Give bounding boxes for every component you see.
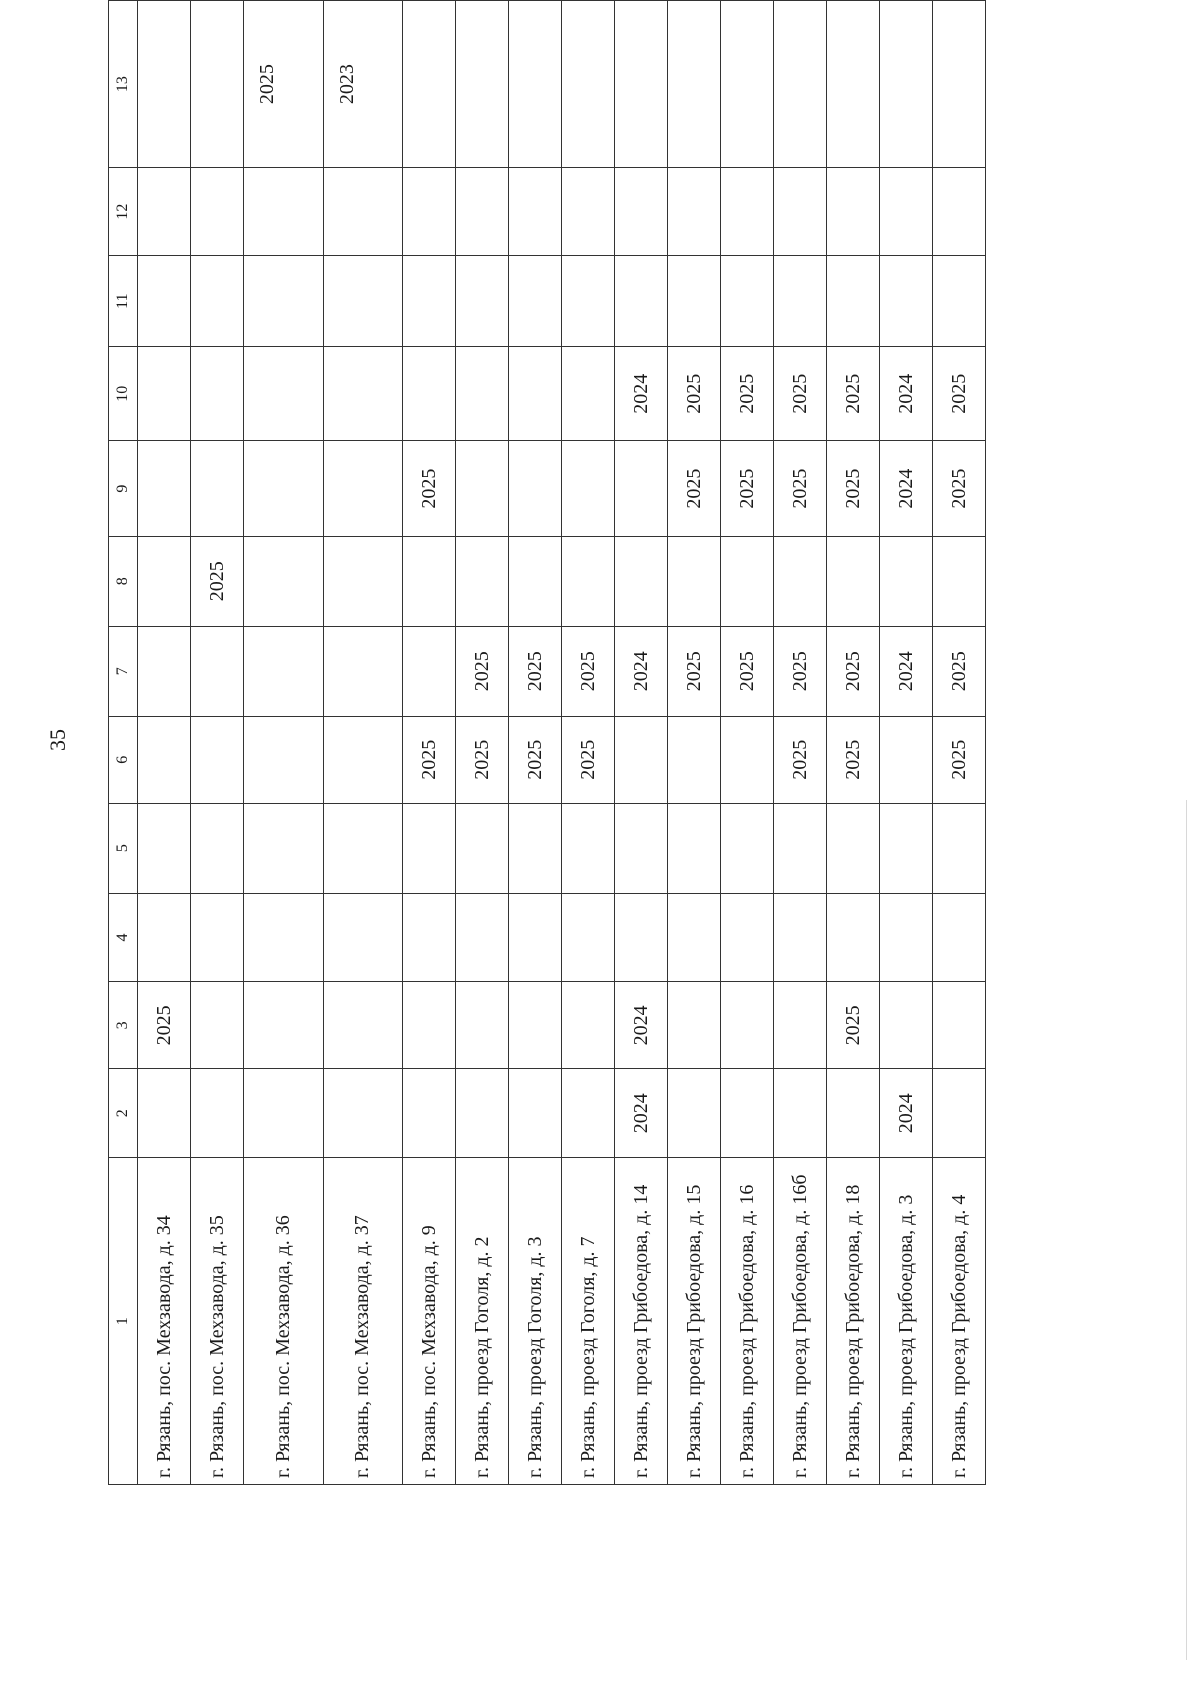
- year-cell: [244, 536, 324, 626]
- year-cell: [774, 1069, 827, 1158]
- year-cell: [774, 893, 827, 982]
- year-cell: [244, 982, 324, 1069]
- year-cell: [668, 1069, 721, 1158]
- year-cell: [562, 441, 615, 536]
- rotated-table-wrapper: [108, 0, 986, 1485]
- year-cell: [933, 168, 986, 256]
- address-cell: г. Рязань, проезд Грибоедова, д. 16: [721, 1158, 774, 1485]
- year-cell: 2024: [880, 1069, 933, 1158]
- year-cell: [509, 536, 562, 626]
- column-header: 1: [109, 1158, 138, 1485]
- table-row: [509, 1, 562, 1485]
- year-cell: [933, 982, 986, 1069]
- year-cell: [509, 347, 562, 441]
- year-cell: [827, 536, 880, 626]
- year-cell: [933, 1, 986, 168]
- page-number: 35: [45, 729, 70, 751]
- year-cell: [615, 168, 668, 256]
- table-body: [138, 1, 986, 1485]
- year-cell: [456, 256, 509, 347]
- year-cell: [721, 982, 774, 1069]
- year-cell: [562, 982, 615, 1069]
- year-cell: 2025: [668, 626, 721, 716]
- year-cell: [933, 803, 986, 893]
- year-cell: [323, 982, 403, 1069]
- header-row: [109, 1, 138, 1485]
- year-cell: 2025: [668, 441, 721, 536]
- year-cell: 2025: [562, 716, 615, 803]
- year-cell: [721, 1069, 774, 1158]
- year-cell: [456, 893, 509, 982]
- year-cell: 2024: [615, 626, 668, 716]
- table-row: [880, 1, 933, 1485]
- year-cell: 2025: [456, 626, 509, 716]
- address-cell: г. Рязань, проезд Грибоедова, д. 4: [933, 1158, 986, 1485]
- year-cell: [191, 893, 244, 982]
- year-cell: 2024: [615, 347, 668, 441]
- address-cell: г. Рязань, проезд Грибоедова, д. 16б: [774, 1158, 827, 1485]
- year-cell: [562, 1, 615, 168]
- year-cell: [138, 1, 191, 168]
- year-cell: [403, 168, 456, 256]
- year-cell: [403, 1069, 456, 1158]
- address-cell: г. Рязань, проезд Грибоедова, д. 15: [668, 1158, 721, 1485]
- table-row: [456, 1, 509, 1485]
- year-cell: [191, 256, 244, 347]
- year-cell: [933, 256, 986, 347]
- scan-edge-line: [1186, 800, 1187, 1660]
- year-cell: [562, 536, 615, 626]
- year-cell: [933, 1069, 986, 1158]
- year-cell: [721, 256, 774, 347]
- year-cell: [774, 982, 827, 1069]
- column-header: 12: [109, 168, 138, 256]
- year-cell: [827, 1069, 880, 1158]
- year-cell: [509, 1, 562, 168]
- year-cell: [403, 347, 456, 441]
- year-cell: [827, 168, 880, 256]
- year-cell: [880, 893, 933, 982]
- year-cell: [880, 716, 933, 803]
- year-cell: 2025: [403, 716, 456, 803]
- year-cell: [456, 347, 509, 441]
- year-cell: 2024: [880, 441, 933, 536]
- year-cell: 2023: [323, 1, 403, 168]
- year-cell: 2025: [774, 626, 827, 716]
- year-cell: [880, 256, 933, 347]
- column-header: 8: [109, 536, 138, 626]
- address-cell: г. Рязань, проезд Грибоедова, д. 18: [827, 1158, 880, 1485]
- year-cell: [615, 1, 668, 168]
- table-row: [403, 1, 456, 1485]
- year-cell: [721, 803, 774, 893]
- year-cell: 2025: [509, 626, 562, 716]
- year-cell: [880, 1, 933, 168]
- year-cell: [456, 441, 509, 536]
- year-cell: 2025: [509, 716, 562, 803]
- year-cell: [323, 536, 403, 626]
- year-cell: [323, 803, 403, 893]
- year-cell: [615, 441, 668, 536]
- address-cell: г. Рязань, пос. Мехзавода, д. 9: [403, 1158, 456, 1485]
- year-cell: [191, 168, 244, 256]
- year-cell: 2025: [827, 626, 880, 716]
- year-cell: [191, 1, 244, 168]
- year-cell: 2025: [191, 536, 244, 626]
- year-cell: [615, 893, 668, 982]
- year-cell: [244, 168, 324, 256]
- table-row: [138, 1, 191, 1485]
- year-cell: [244, 803, 324, 893]
- year-cell: [668, 803, 721, 893]
- year-cell: [191, 803, 244, 893]
- year-cell: [668, 716, 721, 803]
- year-cell: [323, 347, 403, 441]
- address-cell: г. Рязань, пос. Мехзавода, д. 34: [138, 1158, 191, 1485]
- year-cell: [615, 536, 668, 626]
- year-cell: [244, 347, 324, 441]
- table-row: [244, 1, 324, 1485]
- year-cell: [774, 536, 827, 626]
- table-row: [562, 1, 615, 1485]
- year-cell: [880, 982, 933, 1069]
- column-header: 3: [109, 982, 138, 1069]
- table-row: [323, 1, 403, 1485]
- address-cell: г. Рязань, проезд Грибоедова, д. 3: [880, 1158, 933, 1485]
- year-cell: [323, 256, 403, 347]
- year-cell: 2025: [721, 347, 774, 441]
- year-cell: [323, 1069, 403, 1158]
- year-cell: [933, 893, 986, 982]
- year-cell: [456, 168, 509, 256]
- year-cell: [933, 536, 986, 626]
- year-cell: 2024: [615, 1069, 668, 1158]
- year-cell: [138, 716, 191, 803]
- year-cell: [456, 536, 509, 626]
- year-cell: [323, 441, 403, 536]
- year-cell: [403, 626, 456, 716]
- year-cell: [880, 536, 933, 626]
- year-cell: [244, 893, 324, 982]
- address-cell: г. Рязань, проезд Гоголя, д. 2: [456, 1158, 509, 1485]
- year-cell: [509, 441, 562, 536]
- year-cell: [721, 1, 774, 168]
- year-cell: 2024: [880, 626, 933, 716]
- year-cell: [138, 441, 191, 536]
- column-header: 9: [109, 441, 138, 536]
- year-cell: [562, 803, 615, 893]
- year-cell: [456, 803, 509, 893]
- year-cell: [562, 256, 615, 347]
- year-cell: [668, 536, 721, 626]
- year-cell: 2025: [774, 347, 827, 441]
- year-cell: [721, 536, 774, 626]
- year-cell: [403, 536, 456, 626]
- year-cell: [721, 893, 774, 982]
- year-cell: [615, 256, 668, 347]
- year-cell: [827, 256, 880, 347]
- address-cell: г. Рязань, пос. Мехзавода, д. 35: [191, 1158, 244, 1485]
- address-cell: г. Рязань, проезд Гоголя, д. 3: [509, 1158, 562, 1485]
- year-cell: 2025: [933, 626, 986, 716]
- year-cell: [138, 347, 191, 441]
- year-cell: [562, 1069, 615, 1158]
- table-row: [933, 1, 986, 1485]
- year-cell: 2025: [827, 347, 880, 441]
- year-cell: [774, 168, 827, 256]
- year-cell: [615, 716, 668, 803]
- year-cell: 2025: [138, 982, 191, 1069]
- year-cell: 2025: [933, 347, 986, 441]
- year-cell: [191, 716, 244, 803]
- year-cell: [138, 1069, 191, 1158]
- year-cell: [562, 893, 615, 982]
- year-cell: [323, 626, 403, 716]
- column-header: 13: [109, 1, 138, 168]
- year-cell: [880, 168, 933, 256]
- year-cell: [323, 168, 403, 256]
- address-cell: г. Рязань, проезд Гоголя, д. 7: [562, 1158, 615, 1485]
- year-cell: [323, 893, 403, 982]
- year-cell: [509, 893, 562, 982]
- year-cell: [191, 347, 244, 441]
- year-cell: [403, 982, 456, 1069]
- table-row: [721, 1, 774, 1485]
- address-cell: г. Рязань, пос. Мехзавода, д. 37: [323, 1158, 403, 1485]
- year-cell: [721, 716, 774, 803]
- year-cell: [562, 168, 615, 256]
- year-cell: [456, 1069, 509, 1158]
- year-cell: [509, 168, 562, 256]
- table-row: [191, 1, 244, 1485]
- year-cell: 2025: [827, 441, 880, 536]
- year-cell: [827, 893, 880, 982]
- year-cell: [774, 803, 827, 893]
- year-cell: [668, 256, 721, 347]
- year-cell: [138, 626, 191, 716]
- year-cell: 2024: [615, 982, 668, 1069]
- year-cell: [191, 626, 244, 716]
- table-row: [774, 1, 827, 1485]
- year-cell: 2025: [562, 626, 615, 716]
- table-row: [668, 1, 721, 1485]
- year-cell: [191, 982, 244, 1069]
- column-header: 7: [109, 626, 138, 716]
- year-cell: [509, 982, 562, 1069]
- column-header: 4: [109, 893, 138, 982]
- year-cell: 2025: [668, 347, 721, 441]
- year-cell: 2025: [403, 441, 456, 536]
- column-header: 11: [109, 256, 138, 347]
- year-cell: [244, 441, 324, 536]
- year-cell: [668, 893, 721, 982]
- year-cell: [615, 803, 668, 893]
- year-cell: 2025: [774, 441, 827, 536]
- year-cell: [509, 803, 562, 893]
- year-cell: [668, 982, 721, 1069]
- column-header: 10: [109, 347, 138, 441]
- address-cell: г. Рязань, проезд Грибоедова, д. 14: [615, 1158, 668, 1485]
- table-row: [615, 1, 668, 1485]
- year-cell: [244, 256, 324, 347]
- year-cell: 2025: [721, 626, 774, 716]
- year-cell: [138, 893, 191, 982]
- year-cell: 2025: [456, 716, 509, 803]
- year-cell: 2025: [933, 441, 986, 536]
- year-cell: [774, 1, 827, 168]
- table-row: [827, 1, 880, 1485]
- year-cell: [191, 1069, 244, 1158]
- address-cell: г. Рязань, пос. Мехзавода, д. 36: [244, 1158, 324, 1485]
- year-cell: [403, 893, 456, 982]
- year-cell: [403, 803, 456, 893]
- year-cell: [138, 536, 191, 626]
- schedule-table: [108, 0, 986, 1485]
- year-cell: [509, 1069, 562, 1158]
- year-cell: [138, 168, 191, 256]
- year-cell: [244, 1069, 324, 1158]
- column-header: 6: [109, 716, 138, 803]
- year-cell: [668, 168, 721, 256]
- year-cell: [774, 256, 827, 347]
- year-cell: 2025: [933, 716, 986, 803]
- year-cell: [668, 1, 721, 168]
- year-cell: 2024: [880, 347, 933, 441]
- year-cell: [827, 803, 880, 893]
- year-cell: [509, 256, 562, 347]
- year-cell: [721, 168, 774, 256]
- year-cell: [403, 1, 456, 168]
- year-cell: 2025: [244, 1, 324, 168]
- year-cell: 2025: [827, 716, 880, 803]
- column-header: 5: [109, 803, 138, 893]
- year-cell: [403, 256, 456, 347]
- year-cell: [191, 441, 244, 536]
- year-cell: [244, 626, 324, 716]
- year-cell: [323, 716, 403, 803]
- year-cell: [562, 347, 615, 441]
- column-header: 2: [109, 1069, 138, 1158]
- year-cell: [827, 1, 880, 168]
- year-cell: 2025: [827, 982, 880, 1069]
- year-cell: [880, 803, 933, 893]
- year-cell: [138, 803, 191, 893]
- year-cell: 2025: [721, 441, 774, 536]
- year-cell: [138, 256, 191, 347]
- year-cell: [456, 1, 509, 168]
- year-cell: [244, 716, 324, 803]
- year-cell: 2025: [774, 716, 827, 803]
- year-cell: [456, 982, 509, 1069]
